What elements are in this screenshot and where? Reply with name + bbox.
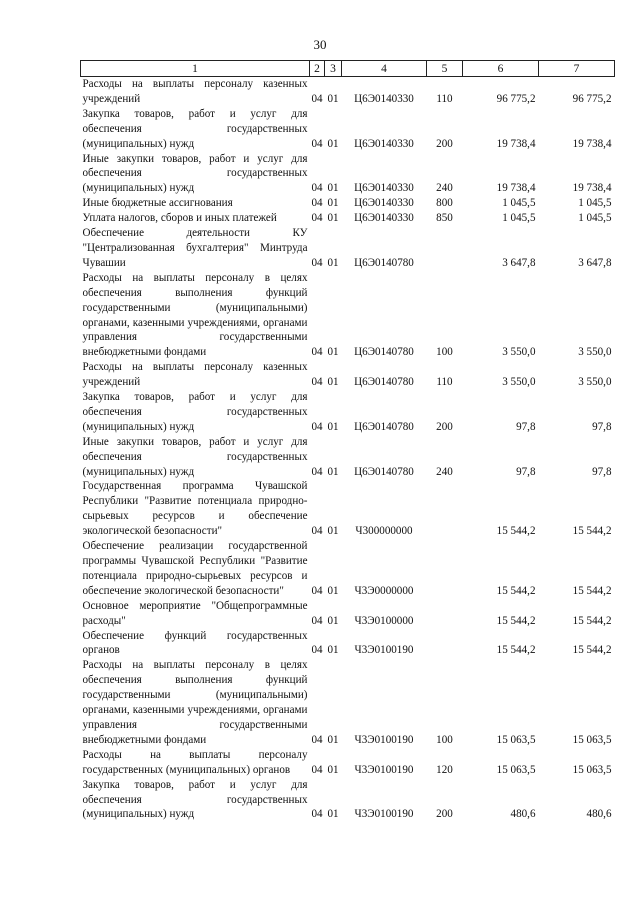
amount-year-2: 15 544,2 bbox=[572, 614, 612, 627]
amount-year-2: 97,8 bbox=[592, 420, 612, 433]
column-header: 7 bbox=[539, 61, 615, 77]
target-article-code: Ц6Э0140780 bbox=[354, 346, 414, 359]
amount-year-2: 96 775,2 bbox=[572, 92, 612, 105]
row-description: Расходы на выплаты персоналу в целях обеспечения выполнения функций государственными (муниципальными) органами, казенными учреждениями, органами управления государственными внебюджетными фондами bbox=[82, 271, 308, 359]
target-article-code: Ч3Э0100190 bbox=[354, 644, 414, 657]
subsection-code: 01 bbox=[327, 614, 339, 627]
target-article-code: Ц6Э0140330 bbox=[354, 92, 414, 105]
section-code: 04 bbox=[311, 465, 323, 478]
row-description: Расходы на выплаты персоналу казенных учреждений bbox=[82, 78, 308, 105]
expense-type-code: 240 bbox=[436, 465, 453, 478]
page-number: 30 bbox=[313, 37, 327, 52]
amount-year-1: 15 544,2 bbox=[496, 644, 536, 657]
section-code: 04 bbox=[311, 525, 323, 538]
column-header: 1 bbox=[81, 61, 310, 77]
target-article-code: Ц6Э0140330 bbox=[354, 137, 414, 150]
amount-year-1: 480,6 bbox=[510, 808, 536, 821]
expense-type-code: 850 bbox=[436, 212, 453, 225]
table-row bbox=[81, 539, 615, 599]
amount-year-1: 1 045,5 bbox=[502, 212, 536, 225]
subsection-code: 01 bbox=[327, 197, 339, 210]
row-description: Расходы на выплаты персоналу в целях обеспечения выполнения функций государственными (муниципальными) органами, казенными учреждениями, органами управления государственными внебюджетными фондами bbox=[82, 659, 308, 746]
section-code: 04 bbox=[311, 256, 323, 269]
table-body bbox=[81, 77, 615, 823]
section-code: 04 bbox=[311, 92, 323, 105]
section-code: 04 bbox=[311, 763, 323, 776]
target-article-code: Ц6Э0140330 bbox=[354, 182, 414, 195]
table-row bbox=[81, 479, 615, 539]
subsection-code: 01 bbox=[327, 256, 339, 269]
table-row bbox=[81, 107, 615, 152]
amount-year-1: 1 045,5 bbox=[502, 197, 536, 210]
column-header: 5 bbox=[427, 61, 463, 77]
amount-year-2: 97,8 bbox=[592, 465, 612, 478]
amount-year-1: 97,8 bbox=[516, 420, 536, 433]
column-header: 4 bbox=[342, 61, 427, 77]
section-code: 04 bbox=[311, 212, 323, 225]
section-code: 04 bbox=[311, 614, 323, 627]
column-header: 6 bbox=[463, 61, 539, 77]
amount-year-2: 15 544,2 bbox=[572, 644, 612, 657]
table-row bbox=[81, 211, 615, 226]
target-article-code: Ч3Э0100190 bbox=[354, 733, 414, 746]
amount-year-2: 19 738,4 bbox=[572, 182, 612, 195]
target-article-code: Ц6Э0140330 bbox=[354, 197, 414, 210]
amount-year-1: 96 775,2 bbox=[496, 92, 536, 105]
row-description: Уплата налогов, сборов и иных платежей bbox=[82, 212, 277, 225]
row-description: Закупка товаров, работ и услуг для обеспечения государственных (муниципальных) нужд bbox=[82, 778, 308, 821]
expense-type-code bbox=[427, 479, 463, 539]
target-article-code: Ч3Э0000000 bbox=[354, 584, 414, 597]
table-row bbox=[81, 658, 615, 747]
row-description: Расходы на выплаты персоналу казенных учреждений bbox=[82, 361, 308, 389]
subsection-code: 01 bbox=[327, 733, 339, 746]
amount-year-1: 19 738,4 bbox=[496, 137, 536, 150]
row-description: Иные закупки товаров, работ и услуг для обеспечения государственных (муниципальных) нужд bbox=[82, 152, 308, 195]
expense-type-code: 200 bbox=[436, 137, 453, 150]
amount-year-2: 15 544,2 bbox=[572, 525, 612, 538]
target-article-code: Ц6Э0140780 bbox=[354, 420, 414, 433]
expense-type-code: 110 bbox=[436, 92, 453, 105]
subsection-code: 01 bbox=[327, 584, 339, 597]
subsection-code: 01 bbox=[327, 92, 339, 105]
table-row bbox=[81, 271, 615, 360]
section-code: 04 bbox=[311, 420, 323, 433]
expense-type-code: 200 bbox=[436, 808, 453, 821]
amount-year-2: 1 045,5 bbox=[578, 197, 612, 210]
row-description: Обеспечение деятельности КУ "Централизованная бухгалтерия" Минтруда Чувашии bbox=[82, 227, 308, 269]
amount-year-1: 15 063,5 bbox=[496, 763, 536, 776]
amount-year-2: 15 063,5 bbox=[572, 733, 612, 746]
table-row bbox=[81, 196, 615, 211]
table-row bbox=[81, 748, 615, 778]
subsection-code: 01 bbox=[327, 376, 339, 389]
expense-type-code: 120 bbox=[436, 763, 453, 776]
expense-type-code: 100 bbox=[436, 346, 453, 359]
row-description: Закупка товаров, работ и услуг для обеспечения государственных (муниципальных) нужд bbox=[82, 107, 308, 150]
expense-type-code bbox=[427, 539, 463, 599]
section-code: 04 bbox=[311, 808, 323, 821]
amount-year-2: 1 045,5 bbox=[578, 212, 612, 225]
row-description: Иные бюджетные ассигнования bbox=[82, 197, 233, 210]
expense-type-code bbox=[427, 226, 463, 271]
amount-year-1: 19 738,4 bbox=[496, 182, 536, 195]
row-description: Расходы на выплаты персоналу государственных (муниципальных) органов bbox=[82, 748, 308, 776]
table-header-row bbox=[81, 61, 615, 77]
amount-year-1: 3 550,0 bbox=[502, 346, 536, 359]
amount-year-1: 3 647,8 bbox=[502, 256, 536, 269]
expense-type-code: 800 bbox=[436, 197, 453, 210]
subsection-code: 01 bbox=[327, 465, 339, 478]
subsection-code: 01 bbox=[327, 346, 339, 359]
row-description: Закупка товаров, работ и услуг для обеспечения государственных (муниципальных) нужд bbox=[82, 391, 308, 433]
section-code: 04 bbox=[311, 584, 323, 597]
target-article-code: Ц6Э0140330 bbox=[354, 212, 414, 225]
target-article-code: Ц6Э0140780 bbox=[354, 465, 414, 478]
subsection-code: 01 bbox=[327, 182, 339, 195]
section-code: 04 bbox=[311, 197, 323, 210]
row-description: Основное мероприятие "Общепрограммные расходы" bbox=[82, 599, 308, 627]
amount-year-2: 15 063,5 bbox=[572, 763, 612, 776]
target-article-code: Ц6Э0140780 bbox=[354, 376, 414, 389]
target-article-code: Ч3Э0100190 bbox=[354, 763, 414, 776]
section-code: 04 bbox=[311, 137, 323, 150]
expense-type-code bbox=[427, 599, 463, 629]
table-row bbox=[81, 778, 615, 823]
section-code: 04 bbox=[311, 346, 323, 359]
table-row bbox=[81, 77, 615, 107]
table-row bbox=[81, 435, 615, 480]
section-code: 04 bbox=[311, 376, 323, 389]
row-description: Обеспечение функций государственных органов bbox=[82, 629, 308, 657]
amount-year-2: 3 550,0 bbox=[578, 346, 612, 359]
section-code: 04 bbox=[311, 182, 323, 195]
subsection-code: 01 bbox=[327, 212, 339, 225]
amount-year-1: 15 544,2 bbox=[496, 614, 536, 627]
subsection-code: 01 bbox=[327, 137, 339, 150]
section-code: 04 bbox=[311, 733, 323, 746]
target-article-code: Ч3Э0100190 bbox=[354, 808, 414, 821]
amount-year-2: 3 647,8 bbox=[578, 256, 612, 269]
table-row bbox=[81, 226, 615, 271]
table-row bbox=[81, 629, 615, 659]
section-code: 04 bbox=[311, 644, 323, 657]
expense-type-code: 110 bbox=[436, 376, 453, 389]
table-row bbox=[81, 152, 615, 197]
subsection-code: 01 bbox=[327, 644, 339, 657]
amount-year-1: 3 550,0 bbox=[502, 376, 536, 389]
table-row bbox=[81, 390, 615, 435]
target-article-code: Ч3Э0100000 bbox=[354, 614, 414, 627]
subsection-code: 01 bbox=[327, 763, 339, 776]
column-header: 2 bbox=[310, 61, 325, 77]
subsection-code: 01 bbox=[327, 525, 339, 538]
amount-year-1: 97,8 bbox=[516, 465, 536, 478]
row-description: Государственная программа Чувашской Республики "Развитие потенциала природно-сырьевых ресурсов и обеспечение экологической безопасности" bbox=[82, 480, 308, 538]
amount-year-2: 15 544,2 bbox=[572, 584, 612, 597]
expense-type-code: 100 bbox=[436, 733, 453, 746]
amount-year-2: 3 550,0 bbox=[578, 376, 612, 389]
table-row bbox=[81, 599, 615, 629]
row-description: Обеспечение реализации государственной программы Чувашской Республики "Развитие потенциала природно-сырьевых ресурсов и обеспечение экологической безопасности" bbox=[82, 540, 308, 597]
subsection-code: 01 bbox=[327, 420, 339, 433]
amount-year-2: 19 738,4 bbox=[572, 137, 612, 150]
amount-year-2: 480,6 bbox=[586, 808, 612, 821]
row-description: Иные закупки товаров, работ и услуг для обеспечения государственных (муниципальных) нужд bbox=[82, 435, 308, 478]
table-row bbox=[81, 360, 615, 390]
expense-type-code: 200 bbox=[436, 420, 453, 433]
budget-table bbox=[80, 60, 615, 822]
amount-year-1: 15 063,5 bbox=[496, 733, 536, 746]
amount-year-1: 15 544,2 bbox=[496, 584, 536, 597]
target-article-code: Ч300000000 bbox=[355, 525, 413, 538]
expense-type-code bbox=[427, 629, 463, 659]
column-header: 3 bbox=[325, 61, 342, 77]
expense-type-code: 240 bbox=[436, 182, 453, 195]
subsection-code: 01 bbox=[327, 808, 339, 821]
amount-year-1: 15 544,2 bbox=[496, 525, 536, 538]
target-article-code: Ц6Э0140780 bbox=[354, 256, 414, 269]
